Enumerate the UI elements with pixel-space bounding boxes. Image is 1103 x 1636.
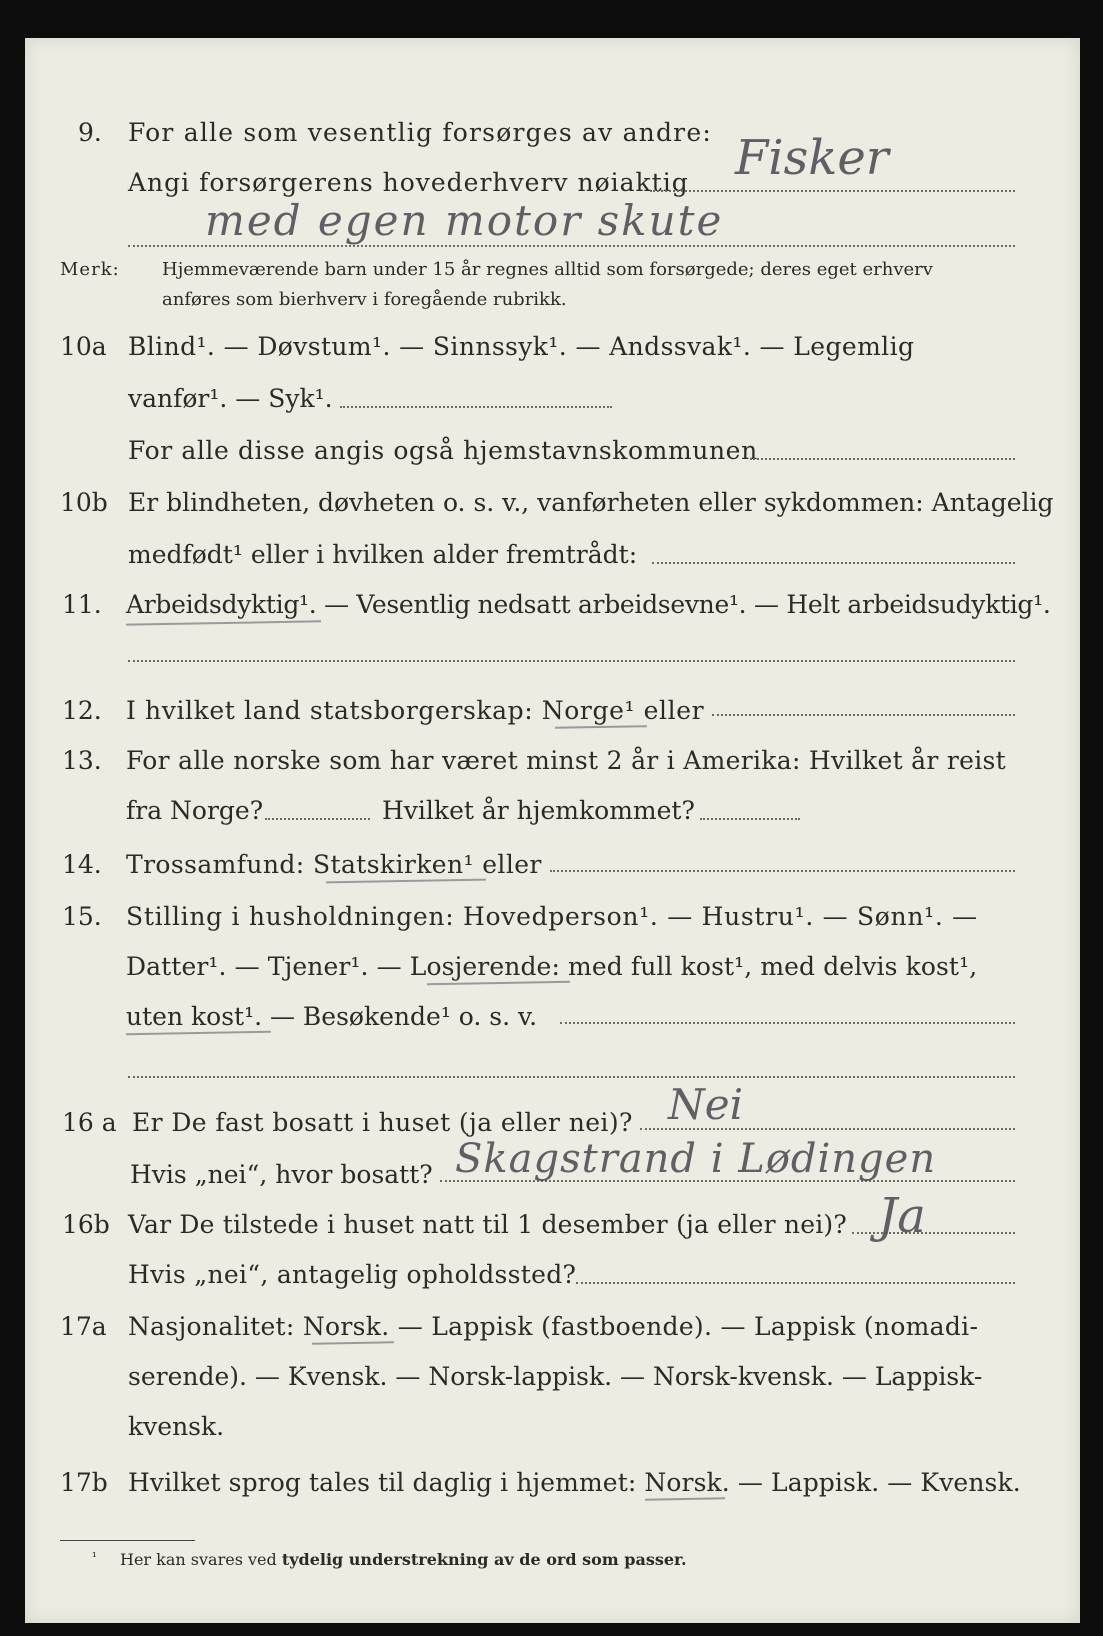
q10b-line2: medfødt¹ eller i hvilken alder fremtrådt: bbox=[128, 540, 638, 569]
q15-answer-line-2 bbox=[128, 1076, 1015, 1078]
q16a-line1: Er De fast bosatt i huset (ja eller nei)? bbox=[132, 1108, 633, 1137]
q17a-line2: serende). — Kvensk. — Norsk-lappisk. — Norsk-kvensk. — Lappisk- bbox=[128, 1362, 983, 1391]
q16a-number: 16 a bbox=[62, 1108, 117, 1137]
q13-line1: For alle norske som har været minst 2 år i Amerika: Hvilket år reist bbox=[126, 746, 1007, 775]
q17a-line1: Nasjonalitet: Norsk. — Lappisk (fastboende). — Lappisk (nomadi- bbox=[128, 1312, 979, 1341]
q9-answer-line bbox=[650, 190, 1015, 192]
q16b-line2: Hvis „nei“, antagelig opholdssted? bbox=[128, 1260, 577, 1289]
q17b-line1: Hvilket sprog tales til daglig i hjemmet: Norsk. — Lappisk. — Kvensk. bbox=[128, 1468, 1021, 1497]
q13-number: 13. bbox=[62, 746, 102, 775]
q9-number: 9. bbox=[78, 118, 102, 147]
q13-line2b: Hvilket år hjemkommet? bbox=[382, 796, 695, 825]
q10a-line3: For alle disse angis også hjemstavnskommunen bbox=[128, 436, 758, 465]
merk-label: Merk: bbox=[60, 259, 120, 280]
q9-line1: For alle som vesentlig forsørges av andre: bbox=[128, 118, 712, 147]
q11-line1: Arbeidsdyktig¹. — Vesentlig nedsatt arbeidsevne¹. — Helt arbeidsudyktig¹. bbox=[126, 590, 1051, 619]
q9-handwritten-detail: med egen motor skute bbox=[205, 196, 724, 245]
footnote-rule bbox=[60, 1540, 195, 1541]
q12-line1: I hvilket land statsborgerskap: Norge¹ eller bbox=[126, 696, 705, 725]
q17b-number: 17b bbox=[60, 1468, 108, 1497]
q16a-handwritten-residence: Skagstrand i Lødingen bbox=[455, 1136, 937, 1182]
q15-line3: uten kost¹. — Besøkende¹ o. s. v. bbox=[126, 1002, 538, 1031]
merk-line2: anføres som bierhverv i foregående rubrikk. bbox=[162, 289, 567, 310]
q13-year-left-line bbox=[265, 818, 370, 820]
q14-number: 14. bbox=[62, 850, 102, 879]
merk-line1: Hjemmeværende barn under 15 år regnes alltid som forsørgede; deres eget erhverv bbox=[162, 259, 933, 280]
q10a-home-municipality-line bbox=[750, 458, 1015, 460]
q16a-handwritten-answer: Nei bbox=[668, 1080, 744, 1129]
q16b-number: 16b bbox=[62, 1210, 110, 1239]
q13-year-returned-line bbox=[700, 818, 800, 820]
q15-line1: Stilling i husholdningen: Hovedperson¹. — Hustru¹. — Sønn¹. — bbox=[126, 902, 978, 931]
footnote-text bbox=[120, 1550, 687, 1569]
q10a-line1: Blind¹. — Døvstum¹. — Sinnssyk¹. — Andssvak¹. — Legemlig bbox=[128, 332, 915, 361]
q11-number: 11. bbox=[62, 590, 102, 619]
q12-number: 12. bbox=[62, 696, 102, 725]
q16b-line1: Var De tilstede i huset natt til 1 desember (ja eller nei)? bbox=[128, 1210, 847, 1239]
q12-answer-line bbox=[712, 714, 1015, 716]
footnote-text-a: Her kan svares ved bbox=[120, 1550, 277, 1569]
q17a-line3: kvensk. bbox=[128, 1412, 225, 1441]
q16a-line2: Hvis „nei“, hvor bosatt? bbox=[130, 1160, 433, 1189]
q14-answer-line bbox=[550, 870, 1015, 872]
q16b-whereabouts-line bbox=[576, 1282, 1015, 1284]
q17a-number: 17a bbox=[60, 1312, 107, 1341]
q9-answer-line-2 bbox=[128, 245, 1015, 247]
q10b-line1: Er blindheten, døvheten o. s. v., vanførheten eller sykdommen: Antagelig bbox=[128, 488, 1054, 517]
footnote-mark: ¹ bbox=[92, 1550, 97, 1564]
q15-number: 15. bbox=[62, 902, 102, 931]
q16b-answer-line bbox=[852, 1232, 1015, 1234]
q9-handwritten-occupation: Fisker bbox=[735, 130, 889, 186]
footnote-text-b: tydelig understrekning av de ord som passer. bbox=[281, 1550, 687, 1569]
q10b-answer-line bbox=[652, 562, 1015, 564]
q15-line2: Datter¹. — Tjener¹. — Losjerende: med full kost¹, med delvis kost¹, bbox=[126, 952, 978, 981]
q10b-number: 10b bbox=[60, 488, 108, 517]
q13-line2a: fra Norge? bbox=[126, 796, 264, 825]
q14-line1: Trossamfund: Statskirken¹ eller bbox=[126, 850, 542, 879]
q10a-line2: vanfør¹. — Syk¹. bbox=[128, 384, 333, 413]
q10a-answer-line bbox=[340, 406, 612, 408]
q16b-handwritten-answer: Ja bbox=[878, 1188, 926, 1244]
q11-answer-line bbox=[128, 660, 1015, 662]
q10a-number: 10a bbox=[60, 332, 107, 361]
q9-line2: Angi forsørgerens hovederhverv nøiaktig bbox=[128, 168, 689, 197]
q15-answer-line bbox=[560, 1022, 1015, 1024]
